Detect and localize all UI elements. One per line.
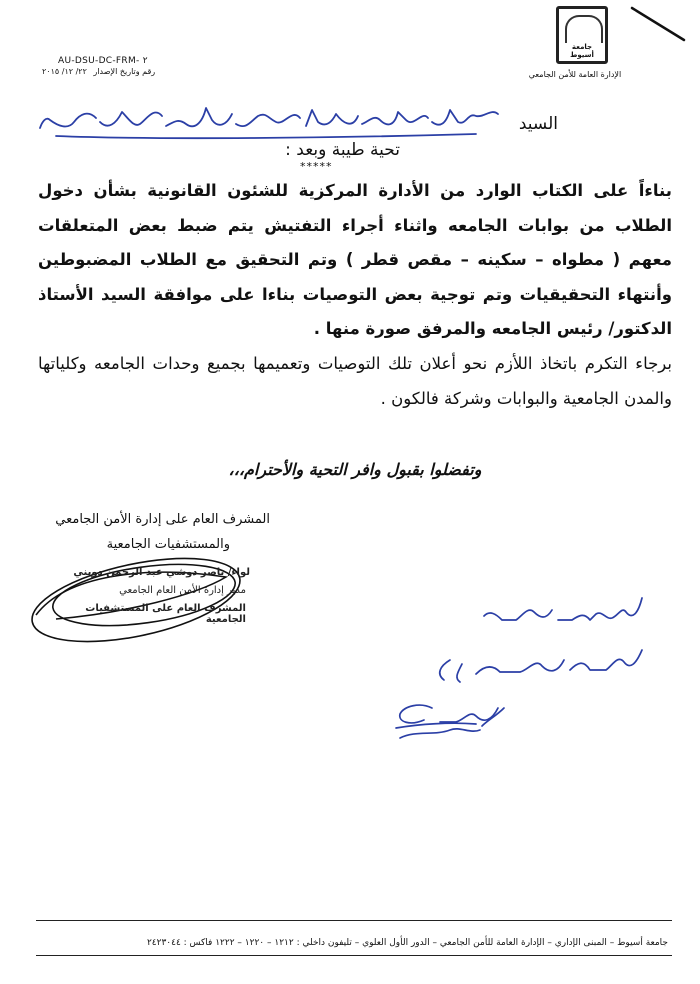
corner-pen-mark — [630, 4, 686, 44]
footer-rule-top — [36, 920, 672, 921]
document-issue-date — [38, 67, 155, 76]
logo-dome-icon — [565, 15, 603, 43]
handwritten-addressee — [36, 100, 506, 144]
salutation-title: السيد — [518, 114, 558, 134]
official-stamp — [26, 555, 266, 645]
separator-stars: ***** — [300, 160, 333, 173]
university-logo — [556, 6, 608, 64]
body-paragraph-1: بناءاً على الكتاب الوارد من الأدارة المركزية للشئون القانونية بشأن دخول الطلاب من بوابات الجامعه واثناء أجراء التفتيش يتم ضبط بعض المتعلقات معهم ( مطواه – سكينه – مقص قطر ) وتم التحقيق مع الطلاب المضبوطين وأنتهاء التحقيقيات وتم توجية بعض التوصيات بناءا على موافقة السيد الأستاذ الدكتور/ رئيس الجامعه والمرفق صورة منها . — [38, 181, 672, 339]
stamp-line-1: لواء/ ناصر دوشي عبد الرحمن دويني — [73, 567, 250, 578]
stamp-line-3: المشرف العام على المستشفيات الجامعية — [85, 603, 246, 625]
letter-body — [38, 174, 672, 416]
logo-caption: جامعة أسيوط — [570, 43, 594, 59]
supervisor-subtitle: والمستشفيات الجامعية — [106, 537, 230, 552]
footer-address: جامعة أسيوط – المبنى الإداري – الإدارة العامة للأمن الجامعي – الدور الأول العلوي – تليفون داخلي : ١٢١٢ – ١٢٢٠ – ١٢٢٢ فاكس : ٢٤٢٣٠٤٤ — [146, 938, 668, 948]
stamp-line-2: مدير إدارة الأمن العام الجامعي — [119, 585, 246, 596]
footer-rule-bottom — [36, 955, 672, 956]
supervisor-title: المشرف العام على إدارة الأمن الجامعي — [55, 512, 270, 527]
handwritten-distribution-notes — [380, 590, 680, 760]
issue-date-label: رقم وتاريخ الإصدار — [93, 67, 156, 76]
issue-date-value: ٢٢/ ١٢/ ٢٠١٥ — [42, 67, 87, 76]
closing-line: وتفضلوا بقبول وافر التحية والأحترام،،، — [228, 460, 482, 479]
body-paragraph-2: برجاء التكرم باتخاذ اللأزم نحو أعلان تلك التوصيات وتعميمها بجميع وحدات الجامعه وكلياتها والمدن الجامعية والبوابات وشركة فالكون . — [38, 353, 672, 408]
department-name: الإدارة العامة للأمن الجامعي — [528, 70, 622, 79]
document-code: AU-DSU-DC-FRM- ٢ — [58, 56, 148, 66]
greeting-line: تحية طيبة وبعد : — [285, 140, 400, 160]
